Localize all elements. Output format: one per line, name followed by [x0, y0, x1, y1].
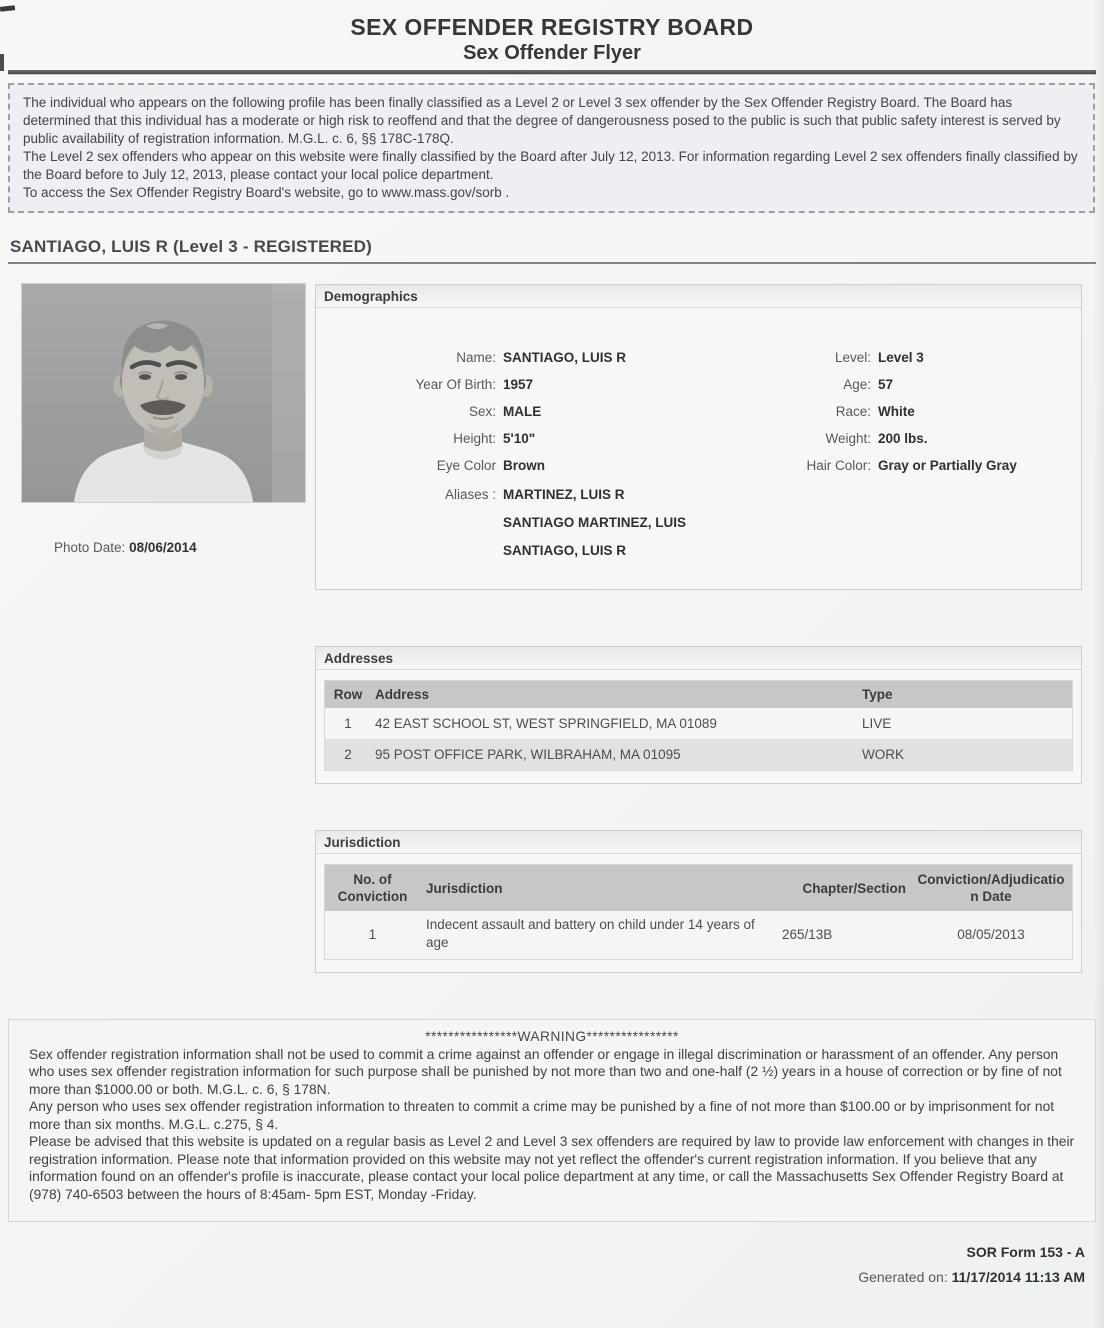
generated-timestamp [0, 1269, 1085, 1285]
scan-artifact [0, 54, 4, 71]
warning-paragraph: Any person who uses sex offender registration information to threaten to commit a crime may be punished by a fine of not more than $100.00 or by imprisonment for not more than six months. M.G.L. c.275, § 4. [29, 1099, 1055, 1132]
form-number: SOR Form 153 - A [966, 1244, 1085, 1260]
addresses-table-header [325, 681, 1072, 708]
lower-sections [315, 646, 1082, 973]
notice-paragraph: The Level 2 sex offenders who appear on this website were finally classified by the Board after July 12, 2013. For information regarding Level 2 sex offenders finally classified by the Board before to July 12, 2013, please contact your local police department. [23, 149, 1078, 182]
document-footer [0, 1244, 1104, 1285]
classification-notice [8, 83, 1095, 213]
warning-paragraph: Sex offender registration information shall not be used to commit a crime against an offender or engage in illegal discrimination or harassment of an offender. Any person who uses sex offender registration information for such purpose shall be punished by not more than two and one-half (2 ½) years in a house of correction or by fine of not more than $1000.00 or both. M.G.L. c. 6, § 178N. [29, 1046, 1062, 1097]
jurisdiction-table [324, 864, 1073, 960]
profile-section [22, 284, 1082, 590]
field-weight [751, 425, 1071, 452]
field-value: 1957 [503, 377, 534, 392]
field-value: SANTIAGO, LUIS R [503, 350, 627, 365]
field-value: 5'10" [503, 431, 536, 446]
field-label: Race: [835, 404, 871, 419]
scan-edge-shadow [1094, 0, 1104, 1328]
alias-value: SANTIAGO, LUIS R [503, 543, 627, 558]
column-header-jurisdiction: Jurisdiction [426, 880, 503, 896]
field-label: Year Of Birth: [415, 377, 496, 392]
field-value: Gray or Partially Gray [878, 458, 1017, 473]
column-header-conviction-count: No. of Conviction [337, 872, 408, 904]
field-hair-color [751, 452, 1071, 479]
address-value: 42 EAST SCHOOL ST, WEST SPRINGFIELD, MA 01089 [375, 716, 717, 731]
field-value: 57 [878, 377, 894, 392]
field-label: Sex: [468, 404, 496, 419]
field-sex [326, 398, 751, 425]
photo-column [22, 284, 305, 590]
address-type: LIVE [862, 716, 892, 731]
demographics-columns [326, 344, 1071, 565]
alias-value: MARTINEZ, LUIS R [503, 487, 625, 502]
field-name [326, 344, 751, 371]
page-title: SEX OFFENDER REGISTRY BOARD [350, 14, 754, 40]
field-label: Name: [456, 350, 496, 365]
column-header-conviction-date: Conviction/Adjudication Date [917, 872, 1065, 904]
notice-paragraph: The individual who appears on the following profile has been finally classified as a Level 2 or Level 3 sex offender by the Sex Offender Registry Board. The Board has determined that this individual has a moderate or high risk to reoffend and that the degree of dangerousness posed to the public is such that public safety interest is served by public availability of registration information. M.G.L. c. 6, §§ 178C-178Q. [23, 95, 1061, 146]
field-height [326, 425, 751, 452]
field-label: Weight: [825, 431, 871, 446]
page-subtitle: Sex Offender Flyer [463, 42, 641, 64]
field-year-of-birth [326, 371, 751, 398]
field-age [751, 371, 1071, 398]
document-header [0, 14, 1104, 64]
column-header-row: Row [333, 687, 363, 702]
field-label: Age: [843, 377, 871, 392]
generated-value: 11/17/2014 11:13 AM [951, 1269, 1085, 1285]
conviction-count-value: 1 [368, 926, 377, 942]
table-row [325, 708, 1072, 739]
warning-section [8, 1019, 1096, 1222]
table-row [325, 739, 1072, 770]
warning-title: ****************WARNING**************** [425, 1029, 679, 1044]
demographics-body [316, 308, 1081, 585]
mugshot-illustration [22, 284, 305, 502]
demographics-right-column [751, 344, 1071, 565]
field-race [751, 398, 1071, 425]
field-value: White [878, 404, 915, 419]
field-eye-color [326, 452, 751, 479]
photo-date-label: Photo Date: [54, 540, 126, 555]
field-value: MALE [503, 404, 542, 419]
addresses-table [324, 680, 1073, 771]
photo-date [54, 540, 305, 555]
field-aliases [326, 481, 751, 565]
mugshot-photo [22, 284, 305, 502]
offender-name-heading: SANTIAGO, LUIS R (Level 3 - REGISTERED) [8, 237, 1096, 264]
field-label: Height: [453, 431, 496, 446]
conviction-date-value: 08/05/2013 [957, 926, 1025, 942]
field-value: Brown [503, 458, 545, 473]
photo-date-value: 08/06/2014 [129, 540, 197, 555]
generated-label: Generated on: [858, 1269, 948, 1285]
address-row-number: 2 [344, 747, 352, 762]
demographics-panel [315, 284, 1082, 590]
column-header-address: Address [375, 687, 430, 702]
column-header-type: Type [862, 687, 893, 702]
chapter-section-value: 265/13B [782, 926, 833, 942]
table-row [325, 911, 1072, 959]
demographics-header: Demographics [316, 285, 1081, 308]
column-header-chapter-section: Chapter/Section [802, 880, 906, 896]
addresses-panel [315, 646, 1082, 784]
field-value: Level 3 [878, 350, 924, 365]
alias-value: SANTIAGO MARTINEZ, LUIS [503, 515, 686, 530]
jurisdiction-table-header [325, 865, 1072, 911]
scan-artifact [0, 5, 15, 12]
field-label: Aliases : [444, 487, 496, 502]
address-value: 95 POST OFFICE PARK, WILBRAHAM, MA 01095 [375, 747, 681, 762]
jurisdiction-header: Jurisdiction [316, 831, 1081, 854]
addresses-header: Addresses [316, 647, 1081, 670]
address-type: WORK [862, 747, 904, 762]
field-level [751, 344, 1071, 371]
header-divider [8, 70, 1096, 74]
jurisdiction-value: Indecent assault and battery on child under 14 years of age [426, 917, 755, 950]
address-row-number: 1 [344, 716, 352, 731]
field-label: Level: [834, 350, 871, 365]
field-value: 200 lbs. [878, 431, 928, 446]
field-label: Hair Color: [806, 458, 871, 473]
notice-paragraph: To access the Sex Offender Registry Board's website, go to www.mass.gov/sorb . [23, 185, 510, 200]
warning-paragraph: Please be advised that this website is updated on a regular basis as Level 2 and Level 3 sex offenders are required by law to provide law enforcement with changes in their registration information. Please note that information provided on this website may not yet reflect the offender's current registration information. If you believe that any information found on an offender's profile is inaccurate, please contact your local police department at any time, or call the Massachusetts Sex Offender Registry Board at (978) 740-6503 between the hours of 8:45am- 5pm EST, Monday -Friday. [29, 1134, 1075, 1202]
aliases-list [503, 481, 686, 565]
field-label: Eye Color [436, 458, 496, 473]
jurisdiction-panel [315, 830, 1082, 973]
demographics-left-column [326, 344, 751, 565]
